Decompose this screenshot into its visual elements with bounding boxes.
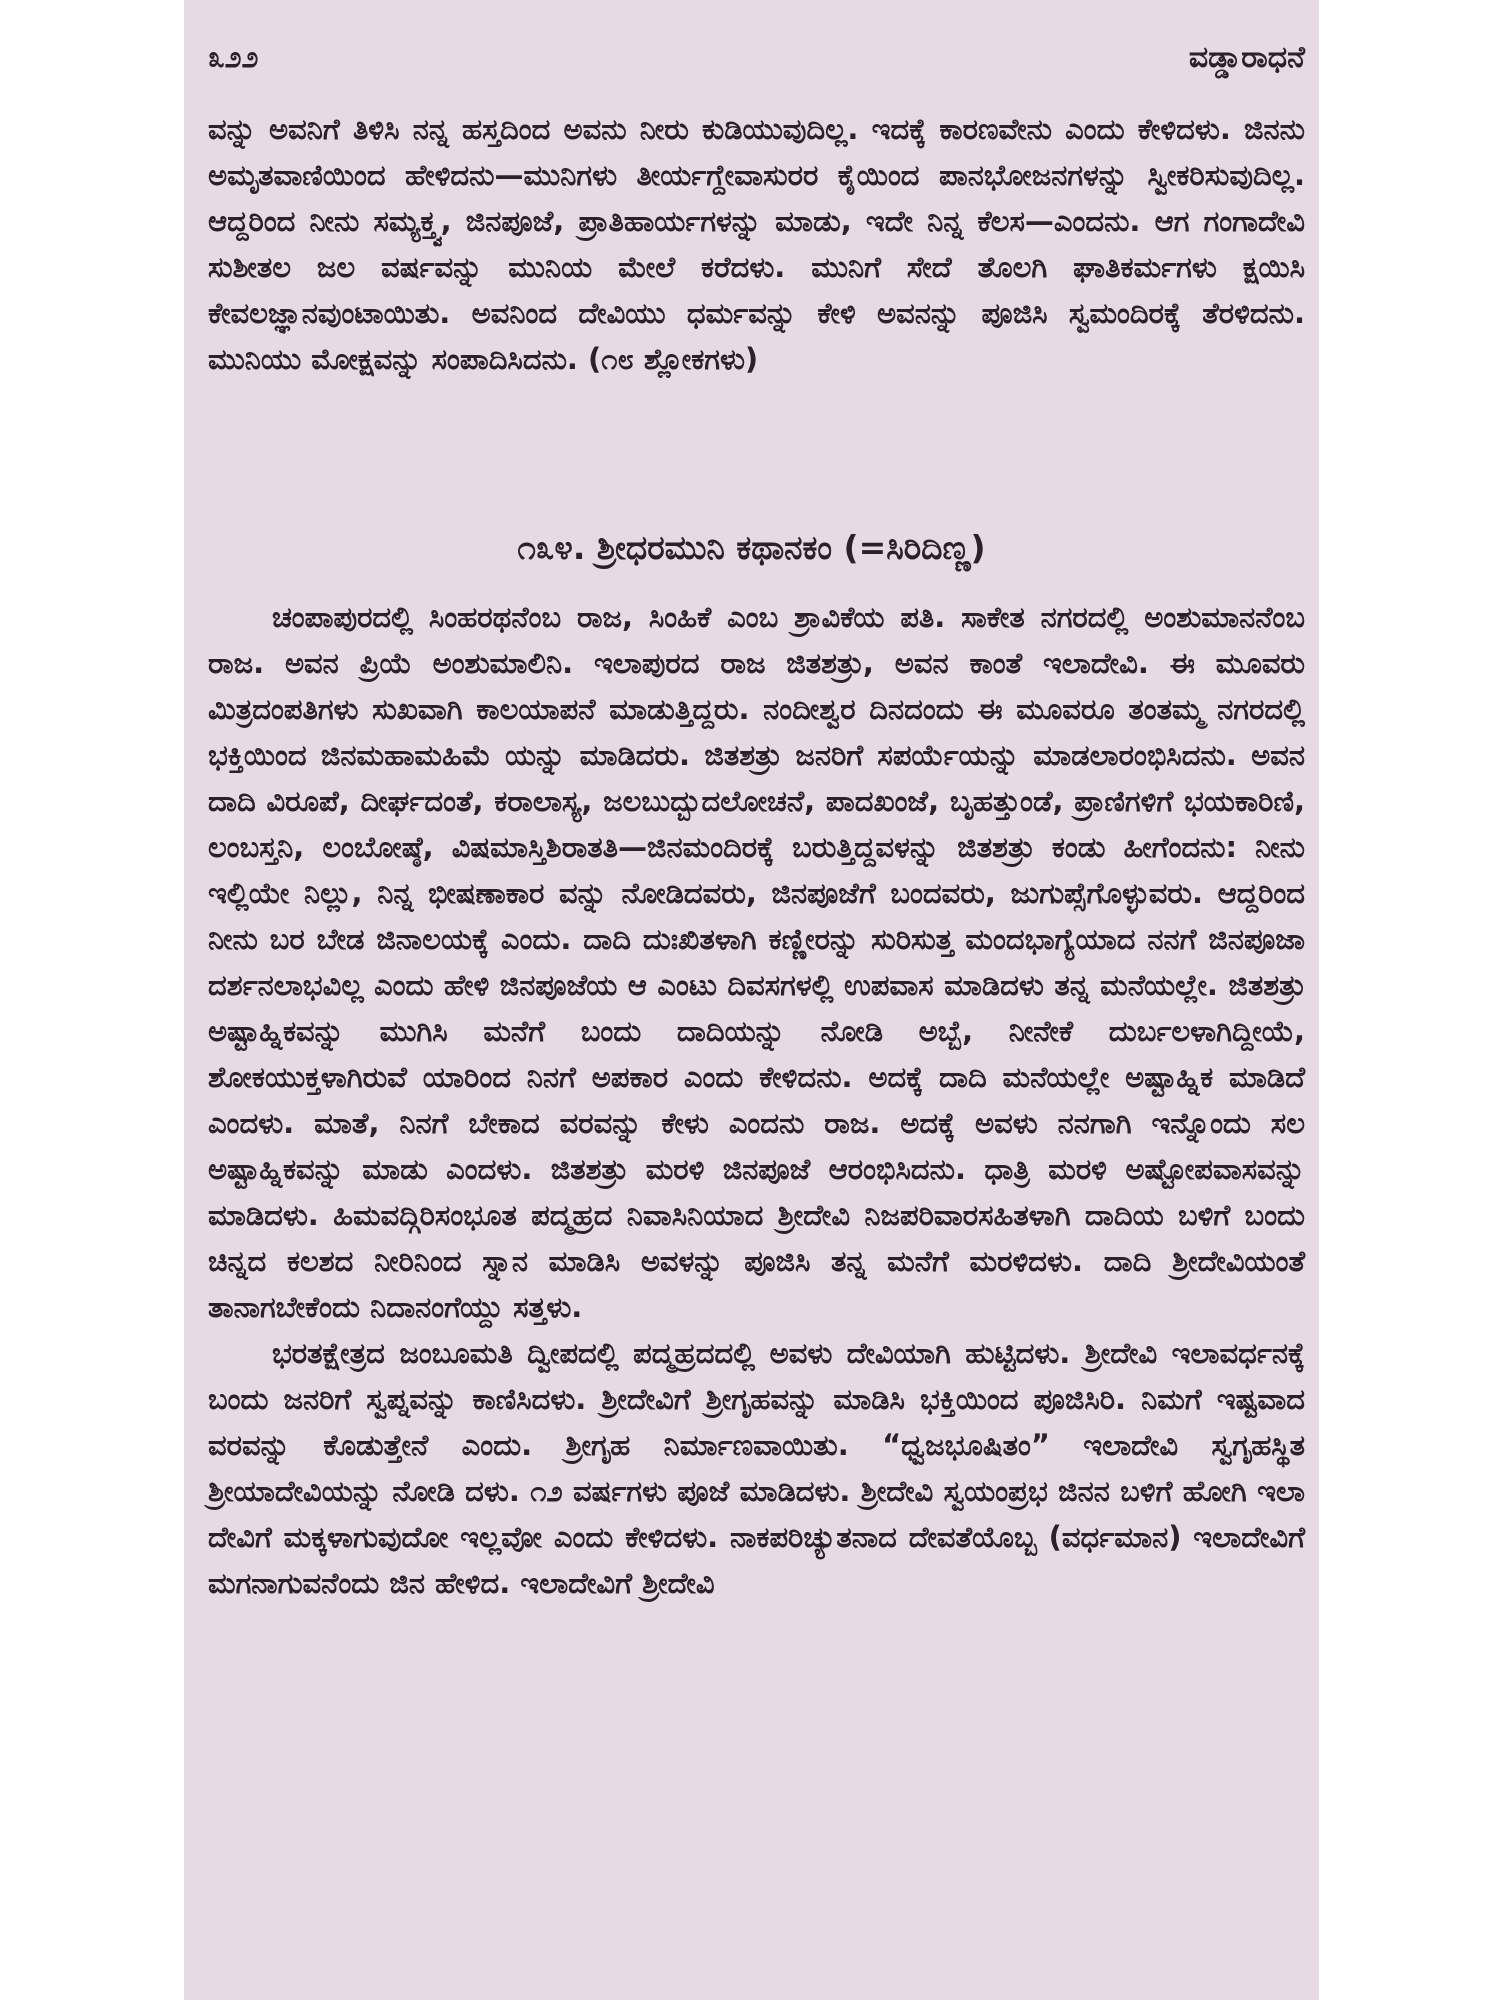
book-page xyxy=(184,0,1319,2000)
page-number: ೩೨೨ xyxy=(208,40,259,75)
story-paragraph: ಭರತಕ್ಷೇತ್ರದ ಜಂಬೂಮತಿ ದ್ವೀಪದಲ್ಲಿ ಪದ್ಮಹ್ರದದಲ್ಲಿ ಅವಳು ದೇವಿಯಾಗಿ ಹುಟ್ಟಿದಳು. ಶ್ರೀದೇವಿ ಇಲಾವರ್ಧನಕ್ಕೆ ಬಂದು ಜನರಿಗೆ ಸ್ವಪ್ನವನ್ನು ಕಾಣಿಸಿದಳು. ಶ್ರೀದೇವಿಗೆ ಶ್ರೀಗೃಹವನ್ನು ಮಾಡಿಸಿ ಭಕ್ತಿಯಿಂದ ಪೂಜಿಸಿರಿ. ನಿಮಗೆ ಇಷ್ಟವಾದ ವರವನ್ನು ಕೊಡುತ್ತೇನೆ ಎಂದು. ಶ್ರೀಗೃಹ ನಿರ್ಮಾಣವಾಯಿತು. “ಧ್ವಜಭೂಷಿತಂ” ಇಲಾದೇವಿ ಸ್ವಗೃಹಸ್ಥಿತ ಶ್ರೀಯಾದೇವಿಯನ್ನು ನೋಡಿ ದಳು. ೧೨ ವರ್ಷಗಳು ಪೂಜೆ ಮಾಡಿದಳು. ಶ್ರೀದೇವಿ ಸ್ವಯಂಪ್ರಭ ಜಿನನ ಬಳಿಗೆ ಹೋಗಿ ಇಲಾ ದೇವಿಗೆ ಮಕ್ಕಳಾಗುವುದೋ ಇಲ್ಲವೋ ಎಂದು ಕೇಳಿದಳು. ನಾಕಪರಿಚ್ಯುತನಾದ ದೇವತೆಯೊಬ್ಬ (ವರ್ಧಮಾನ) ಇಲಾದೇವಿಗೆ ಮಗನಾಗುವನೆಂದು ಜಿನ ಹೇಳಿದ. ಇಲಾದೇವಿಗೆ ಶ್ರೀದೇವಿ xyxy=(208,1336,1305,1600)
running-header-title: ವಡ್ಡಾರಾಧನೆ xyxy=(1188,40,1305,75)
story-text-block xyxy=(208,594,1305,1606)
section-heading: ೧೩೪. ಶ್ರೀಧರಮುನಿ ಕಥಾನಕಂ (=ಸಿರಿದಿಣ್ಣ) xyxy=(517,528,986,567)
intro-paragraph: ವನ್ನು ಅವನಿಗೆ ತಿಳಿಸಿ ನನ್ನ ಹಸ್ತದಿಂದ ಅವನು ನೀರು ಕುಡಿಯುವುದಿಲ್ಲ. ಇದಕ್ಕೆ ಕಾರಣವೇನು ಎಂದು ಕೇಳಿದಳು. ಜಿನನು ಅಮೃತವಾಣಿಯಿಂದ ಹೇಳಿದನು—ಮುನಿಗಳು ತೀರ್ಯಗ್ದೇವಾಸುರರ ಕೈಯಿಂದ ಪಾನಭೋಜನಗಳನ್ನು ಸ್ವೀಕರಿಸುವುದಿಲ್ಲ. ಆದ್ದರಿಂದ ನೀನು ಸಮ್ಯಕ್ತ್ವ, ಜಿನಪೂಜೆ, ಪ್ರಾತಿಹಾರ್ಯಗಳನ್ನು ಮಾಡು, ಇದೇ ನಿನ್ನ ಕೆಲಸ—ಎಂದನು. ಆಗ ಗಂಗಾದೇವಿ ಸುಶೀತಲ ಜಲ ವರ್ಷವನ್ನು ಮುನಿಯ ಮೇಲೆ ಕರೆದಳು. ಮುನಿಗೆ ಸೇದೆ ತೊಲಗಿ ಘಾತಿಕರ್ಮಗಳು ಕ್ಷಯಿಸಿ ಕೇವಲಜ್ಞಾನವುಂಟಾಯಿತು. ಅವನಿಂದ ದೇವಿಯು ಧರ್ಮವನ್ನು ಕೇಳಿ ಅವನನ್ನು ಪೂಜಿಸಿ ಸ್ವಮಂದಿರಕ್ಕೆ ತೆರಳಿದನು. ಮುನಿಯು ಮೋಕ್ಷವನ್ನು ಸಂಪಾದಿಸಿದನು. (೧೮ ಶ್ಲೋಕಗಳು) xyxy=(208,112,1305,376)
story-paragraph: ಚಂಪಾಪುರದಲ್ಲಿ ಸಿಂಹರಥನೆಂಬ ರಾಜ, ಸಿಂಹಿಕೆ ಎಂಬ ಶ್ರಾವಿಕೆಯ ಪತಿ. ಸಾಕೇತ ನಗರದಲ್ಲಿ ಅಂಶುಮಾನನೆಂಬ ರಾಜ. ಅವನ ಪ್ರಿಯೆ ಅಂಶುಮಾಲಿನಿ. ಇಲಾಪುರದ ರಾಜ ಜಿತಶತ್ರು, ಅವನ ಕಾಂತೆ ಇಲಾದೇವಿ. ಈ ಮೂವರು ಮಿತ್ರದಂಪತಿಗಳು ಸುಖವಾಗಿ ಕಾಲಯಾಪನೆ ಮಾಡುತ್ತಿದ್ದರು. ನಂದೀಶ್ವರ ದಿನದಂದು ಈ ಮೂವರೂ ತಂತಮ್ಮ ನಗರದಲ್ಲಿ ಭಕ್ತಿಯಿಂದ ಜಿನಮಹಾಮಹಿಮೆ ಯನ್ನು ಮಾಡಿದರು. ಜಿತಶತ್ರು ಜನರಿಗೆ ಸಪರ್ಯೆಯನ್ನು ಮಾಡಲಾರಂಭಿಸಿದನು. ಅವನ ದಾದಿ ವಿರೂಪೆ, ದೀರ್ಘದಂತೆ, ಕರಾಲಾಸ್ಯ, ಜಲಬುದ್ಬುದಲೋಚನೆ, ಪಾದಖಂಜೆ, ಬೃಹತ್ತುಂಡೆ, ಪ್ರಾಣಿಗಳಿಗೆ ಭಯಕಾರಿಣಿ, ಲಂಬಸ್ತನಿ, ಲಂಬೋಷ್ಠೆ, ವಿಷಮಾಸ್ತಿಶಿರಾತತಿ—ಜಿನಮಂದಿರಕ್ಕೆ ಬರುತ್ತಿದ್ದವಳನ್ನು ಜಿತಶತ್ರು ಕಂಡು ಹೀಗೆಂದನು: ನೀನು ಇಲ್ಲಿಯೇ ನಿಲ್ಲು, ನಿನ್ನ ಭೀಷಣಾಕಾರ ವನ್ನು ನೋಡಿದವರು, ಜಿನಪೂಜೆಗೆ ಬಂದವರು, ಜುಗುಪ್ಸೆಗೊಳ್ಳುವರು. ಆದ್ದರಿಂದ ನೀನು ಬರ ಬೇಡ ಜಿನಾಲಯಕ್ಕೆ ಎಂದು. ದಾದಿ ದುಃಖಿತಳಾಗಿ ಕಣ್ಣೀರನ್ನು ಸುರಿಸುತ್ತ ಮಂದಭಾಗ್ಯೆಯಾದ ನನಗೆ ಜಿನಪೂಜಾ ದರ್ಶನಲಾಭವಿಲ್ಲ ಎಂದು ಹೇಳಿ ಜಿನಪೂಜೆಯ ಆ ಎಂಟು ದಿವಸಗಳಲ್ಲಿ ಉಪವಾಸ ಮಾಡಿದಳು ತನ್ನ ಮನೆಯಲ್ಲೇ. ಜಿತಶತ್ರು ಅಷ್ಟಾಹ್ನಿಕವನ್ನು ಮುಗಿಸಿ ಮನೆಗೆ ಬಂದು ದಾದಿಯನ್ನು ನೋಡಿ ಅಬ್ಬೆ, ನೀನೇಕೆ ದುರ್ಬಲಳಾಗಿದ್ದೀಯೆ, ಶೋಕಯುಕ್ತಳಾಗಿರುವೆ ಯಾರಿಂದ ನಿನಗೆ ಅಪಕಾರ ಎಂದು ಕೇಳಿದನು. ಅದಕ್ಕೆ ದಾದಿ ಮನೆಯಲ್ಲೇ ಅಷ್ಟಾಹ್ನಿಕ ಮಾಡಿದೆ ಎಂದಳು. ಮಾತೆ, ನಿನಗೆ ಬೇಕಾದ ವರವನ್ನು ಕೇಳು ಎಂದನು ರಾಜ. ಅದಕ್ಕೆ ಅವಳು ನನಗಾಗಿ ಇನ್ನೊಂದು ಸಲ ಅಷ್ಟಾಹ್ನಿಕವನ್ನು ಮಾಡು ಎಂದಳು. ಜಿತಶತ್ರು ಮರಳಿ ಜಿನಪೂಜೆ ಆರಂಭಿಸಿದನು. ಧಾತ್ರಿ ಮರಳಿ ಅಷ್ಟೋಪವಾಸವನ್ನು ಮಾಡಿದಳು. ಹಿಮವದ್ಗಿರಿಸಂಭೂತ ಪದ್ಮಹ್ರದ ನಿವಾಸಿನಿಯಾದ ಶ್ರೀದೇವಿ ನಿಜಪರಿವಾರಸಹಿತಳಾಗಿ ದಾದಿಯ ಬಳಿಗೆ ಬಂದು ಚಿನ್ನದ ಕಲಶದ ನೀರಿನಿಂದ ಸ್ನಾನ ಮಾಡಿಸಿ ಅವಳನ್ನು ಪೂಜಿಸಿ ತನ್ನ ಮನೆಗೆ ಮರಳಿದಳು. ದಾದಿ ಶ್ರೀದೇವಿಯಂತೆ ತಾನಾಗಬೇಕೆಂದು ನಿದಾನಂಗೆಯ್ದು ಸತ್ತಳು. xyxy=(208,600,1305,1324)
intro-text-block xyxy=(208,106,1305,382)
